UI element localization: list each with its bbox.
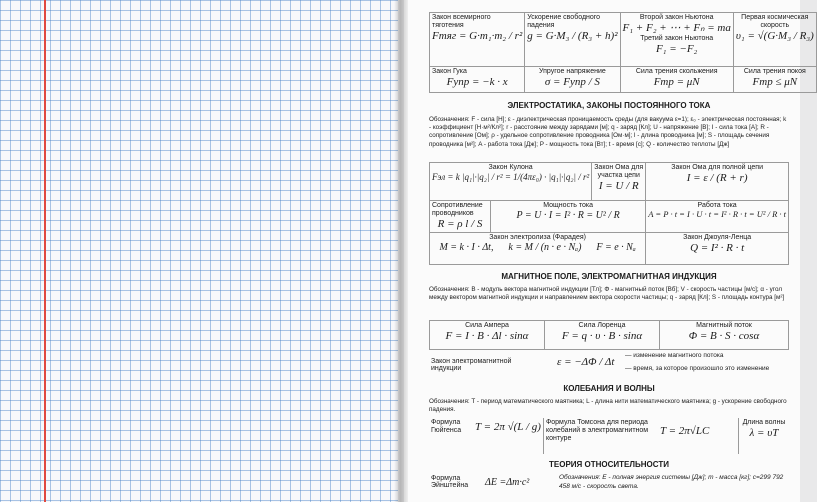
coulomb-label: Закон Кулона [488,164,533,171]
electrolysis-label: Закон электролиза (Фарадея) [489,233,587,241]
joule-lenz-label: Закон Джоуля-Ленца [683,233,752,241]
cell-thomson [543,418,738,454]
cell-power [491,201,646,233]
gravitation-formula: Fтяг = G·m₁·m₂ / r² [432,30,523,43]
cell-ohm-section [592,163,646,201]
induction-label: Закон электромагнитной индукции [431,358,512,372]
electrolysis-formula-3: F = e · Nₐ [596,241,636,253]
orbital-speed-label: Первая космическая скорость [741,14,809,30]
lorentz-label: Сила Лоренца [578,322,626,329]
huygens-label: Формула Гюйгенса [431,419,462,435]
huygens-formula: T = 2π √(L / g) [475,420,541,433]
static-friction-label: Сила трения покоя [743,68,806,75]
ohm-full-formula: I = ε / (R + r) [686,172,748,185]
work-formula: A = P · t = I · U · t = I² · R · t = U² / R · t [648,209,786,220]
cell-flux [660,321,789,350]
relativity-heading: ТЕОРИЯ ОТНОСИТЕЛЬНОСТИ [549,460,669,469]
formula-sheet-page [404,0,814,502]
hooke-formula: Fупр = −k · x [446,76,508,89]
sliding-friction-label: Сила трения скольжения [635,68,718,75]
electrostatics-notation: Обозначения: F - сила [Н]; ε - диэлектрическая проницаемость среды (для вакуума ε=1); ε₀ - электрическая постоянная; k - коэффициент [Н·м²/Кл²]; r - расстояние между зарядами [м]; q - заряд [Кл]; U - напряжение [В]; I - сила тока [А]; R - сопротивление [Ом]; ρ - удельное сопротивление проводника [Ом·м]; l - длина проводника [м]; S - площадь сечения проводника [м²]; A - работа тока [Дж]; P - мощность тока [Вт]; t - время [с]; Q - количество теплоты [Дж] [429,116,787,148]
einstein-label: Формула Эйнштейна [431,475,469,489]
einstein-formula: ΔE =Δm·c² [485,477,530,488]
resistance-formula: R = ρ l / S [437,218,483,231]
second-law-formula: F₁ + F₂ + ⋯ + Fₙ = ma [622,22,731,35]
cell-joule-lenz [646,232,789,264]
cell-free-fall [525,13,620,67]
wavelength-label: Длина волны [742,419,786,426]
lorentz-formula: F = q · υ · B · sinα [561,330,643,343]
induction-formula: ε = −ΔΦ / Δt [557,356,615,368]
free-fall-formula: g = G·M₃ / (R₃ + h)² [527,30,618,43]
elastic-stress-formula: σ = Fупр / S [544,76,600,89]
flux-formula: Φ = B · S · cosα [688,330,760,343]
ampere-label: Сила Ампера [465,322,509,329]
gravitation-label: Закон всемирного тяготения [432,14,491,30]
magnetism-heading: МАГНИТНОЕ ПОЛЕ, ЭЛЕКТРОМАГНИТНАЯ ИНДУКЦИЯ [501,272,717,281]
waves-heading: КОЛЕБАНИЯ И ВОЛНЫ [563,384,655,393]
cell-sliding-friction [620,67,733,93]
work-label: Работа тока [697,202,737,209]
ohm-full-label: Закон Ома для полной цепи [671,164,763,171]
induction-note-time: — время, за которое произошло это изменение [625,365,770,372]
mechanics-table [429,12,817,93]
free-fall-label: Ускорение свободного падения [527,14,601,30]
electrolysis-formula-1: M = k · I · Δt, [439,241,494,253]
waves-notation: Обозначения: T - период математического маятника; L - длина нити математического маятника; g - ускорение свободного падения. [429,398,787,414]
cell-newton-laws [620,13,733,67]
induction-note-flux: — изменение магнитного потока [625,352,724,359]
electrolysis-formula-2: k = M / (n · e · Nₐ) [508,241,582,253]
cell-huygens [429,418,543,454]
magnetism-table [429,320,789,350]
cell-electrolysis [430,232,646,264]
cell-static-friction [733,67,816,93]
second-law-label: Второй закон Ньютона [639,14,714,21]
wavelength-formula: λ = υT [749,427,779,440]
thomson-label: Формула Томсона для периода колебаний в электромагнитном контуре [545,419,649,443]
sliding-friction-formula: Fтр = μN [653,76,700,89]
thomson-formula: T = 2π√LC [659,424,710,437]
ohm-section-label: Закон Ома для участка цепи [594,164,644,180]
electrostatics-table [429,162,789,265]
waves-table [429,418,789,454]
cell-elastic-stress [525,67,620,93]
cell-lorentz [545,321,660,350]
flux-label: Магнитный поток [696,322,752,329]
cell-orbital-speed [733,13,816,67]
joule-lenz-formula: Q = I² · R · t [690,241,745,254]
orbital-speed-formula: υ₁ = √(G·M₃ / R₃) [735,30,814,43]
electrostatics-heading: ЭЛЕКТРОСТАТИКА, ЗАКОНЫ ПОСТОЯННОГО ТОКА [507,101,711,110]
book-spine-shadow [394,0,408,502]
relativity-notation: Обозначения: E - полная энергия системы [Дж]; m - масса [кг]; c=299 792 458 м/с - скорость света. [559,474,784,490]
power-formula: P = U · I = I² · R = U² / R [516,210,620,222]
cell-coulomb [430,163,592,201]
cell-resistance [430,201,491,233]
cell-hooke [430,67,525,93]
cell-ampere [430,321,545,350]
red-margin-line [44,0,46,502]
coulomb-formula: Fэл = k |q₁|·|q₂| / r² = 1/(4πε₀) · |q₁|·|q₂| / r² [432,172,590,183]
grid-paper-page [0,0,398,502]
third-law-label: Третий закон Ньютона [640,34,714,42]
cell-ohm-full [646,163,789,201]
cell-wavelength [738,418,789,454]
elastic-stress-label: Упругое напряжение [538,68,606,75]
magnetism-notation: Обозначения: B - модуль вектора магнитной индукции [Тл]; Φ - магнитный поток [Вб]; V - скорость частицы [м/с]; α - угол между вектором магнитной индукции и направлением вектора скорости частицы; q - заряд [Кл]; S - площадь контура [м²] [429,286,785,302]
static-friction-formula: Fтр ≤ μN [752,76,798,89]
cell-work [646,201,789,233]
cell-gravitation [430,13,525,67]
ohm-section-formula: I = U / R [598,180,639,193]
ampere-formula: F = I · B · Δl · sinα [445,330,529,343]
power-label: Мощность тока [543,202,593,209]
third-law-formula: F₁ = −F₂ [655,42,698,55]
hooke-label: Закон Гука [432,68,467,75]
resistance-label: Сопротивление проводников [432,202,483,218]
